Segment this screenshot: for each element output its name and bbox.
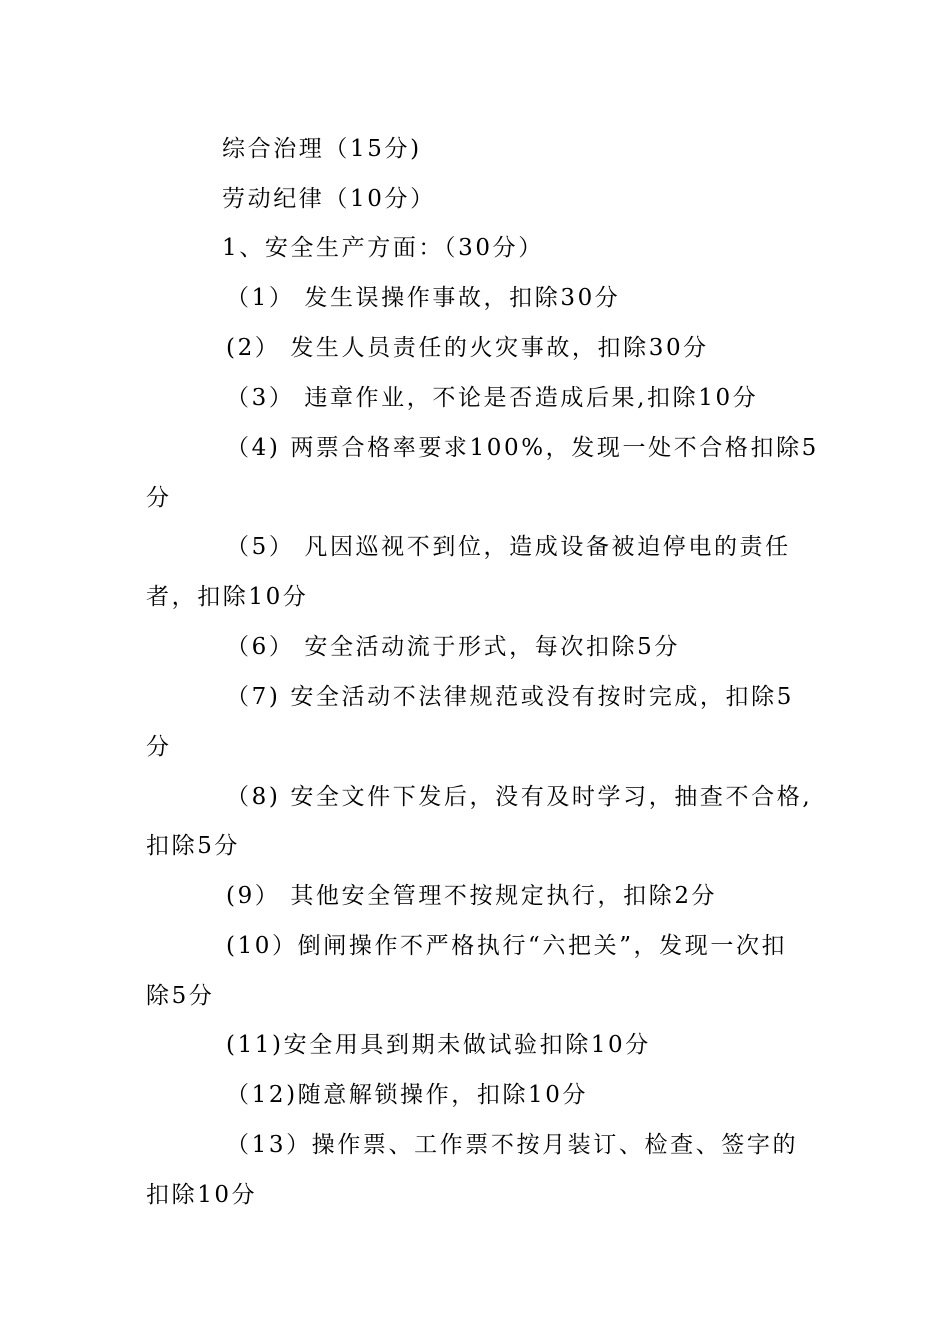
- line-item-8-cont: 扣除5分: [146, 833, 241, 859]
- line-item-9: (9） 其他安全管理不按规定执行，扣除2分: [226, 883, 718, 909]
- line-comprehensive-governance: 综合治理（15分): [222, 136, 422, 162]
- line-item-7: （7) 安全活动不法律规范或没有按时完成，扣除5: [226, 684, 794, 710]
- line-item-10-cont: 除5分: [146, 983, 215, 1009]
- line-item-5: （5） 凡因巡视不到位，造成设备被迫停电的责任: [226, 534, 791, 560]
- line-item-1: （1） 发生误操作事故，扣除30分: [226, 285, 621, 311]
- line-labor-discipline: 劳动纪律（10分）: [222, 186, 436, 212]
- line-item-3: （3） 违章作业，不论是否造成后果,扣除10分: [226, 385, 759, 411]
- line-item-11: (11)安全用具到期未做试验扣除10分: [226, 1032, 651, 1058]
- line-section-safety-production: 1、安全生产方面：（30分）: [222, 235, 544, 261]
- line-item-5-cont: 者，扣除10分: [146, 584, 309, 610]
- line-item-4: （4) 两票合格率要求100%，发现一处不合格扣除5: [226, 435, 819, 461]
- line-item-6: （6） 安全活动流于形式，每次扣除5分: [226, 634, 680, 660]
- line-item-12: （12)随意解锁操作，扣除10分: [226, 1082, 589, 1108]
- line-item-4-cont: 分: [146, 485, 172, 511]
- line-item-13-cont: 扣除10分: [146, 1182, 258, 1208]
- line-item-8: （8) 安全文件下发后，没有及时学习，抽查不合格,: [226, 784, 813, 810]
- line-item-13: （13）操作票、工作票不按月装订、检查、签字的: [226, 1132, 799, 1158]
- line-item-2: (2） 发生人员责任的火灾事故，扣除30分: [226, 335, 709, 361]
- line-item-7-cont: 分: [146, 734, 172, 760]
- line-item-10: (10）倒闸操作不严格执行“六把关”，发现一次扣: [226, 933, 788, 959]
